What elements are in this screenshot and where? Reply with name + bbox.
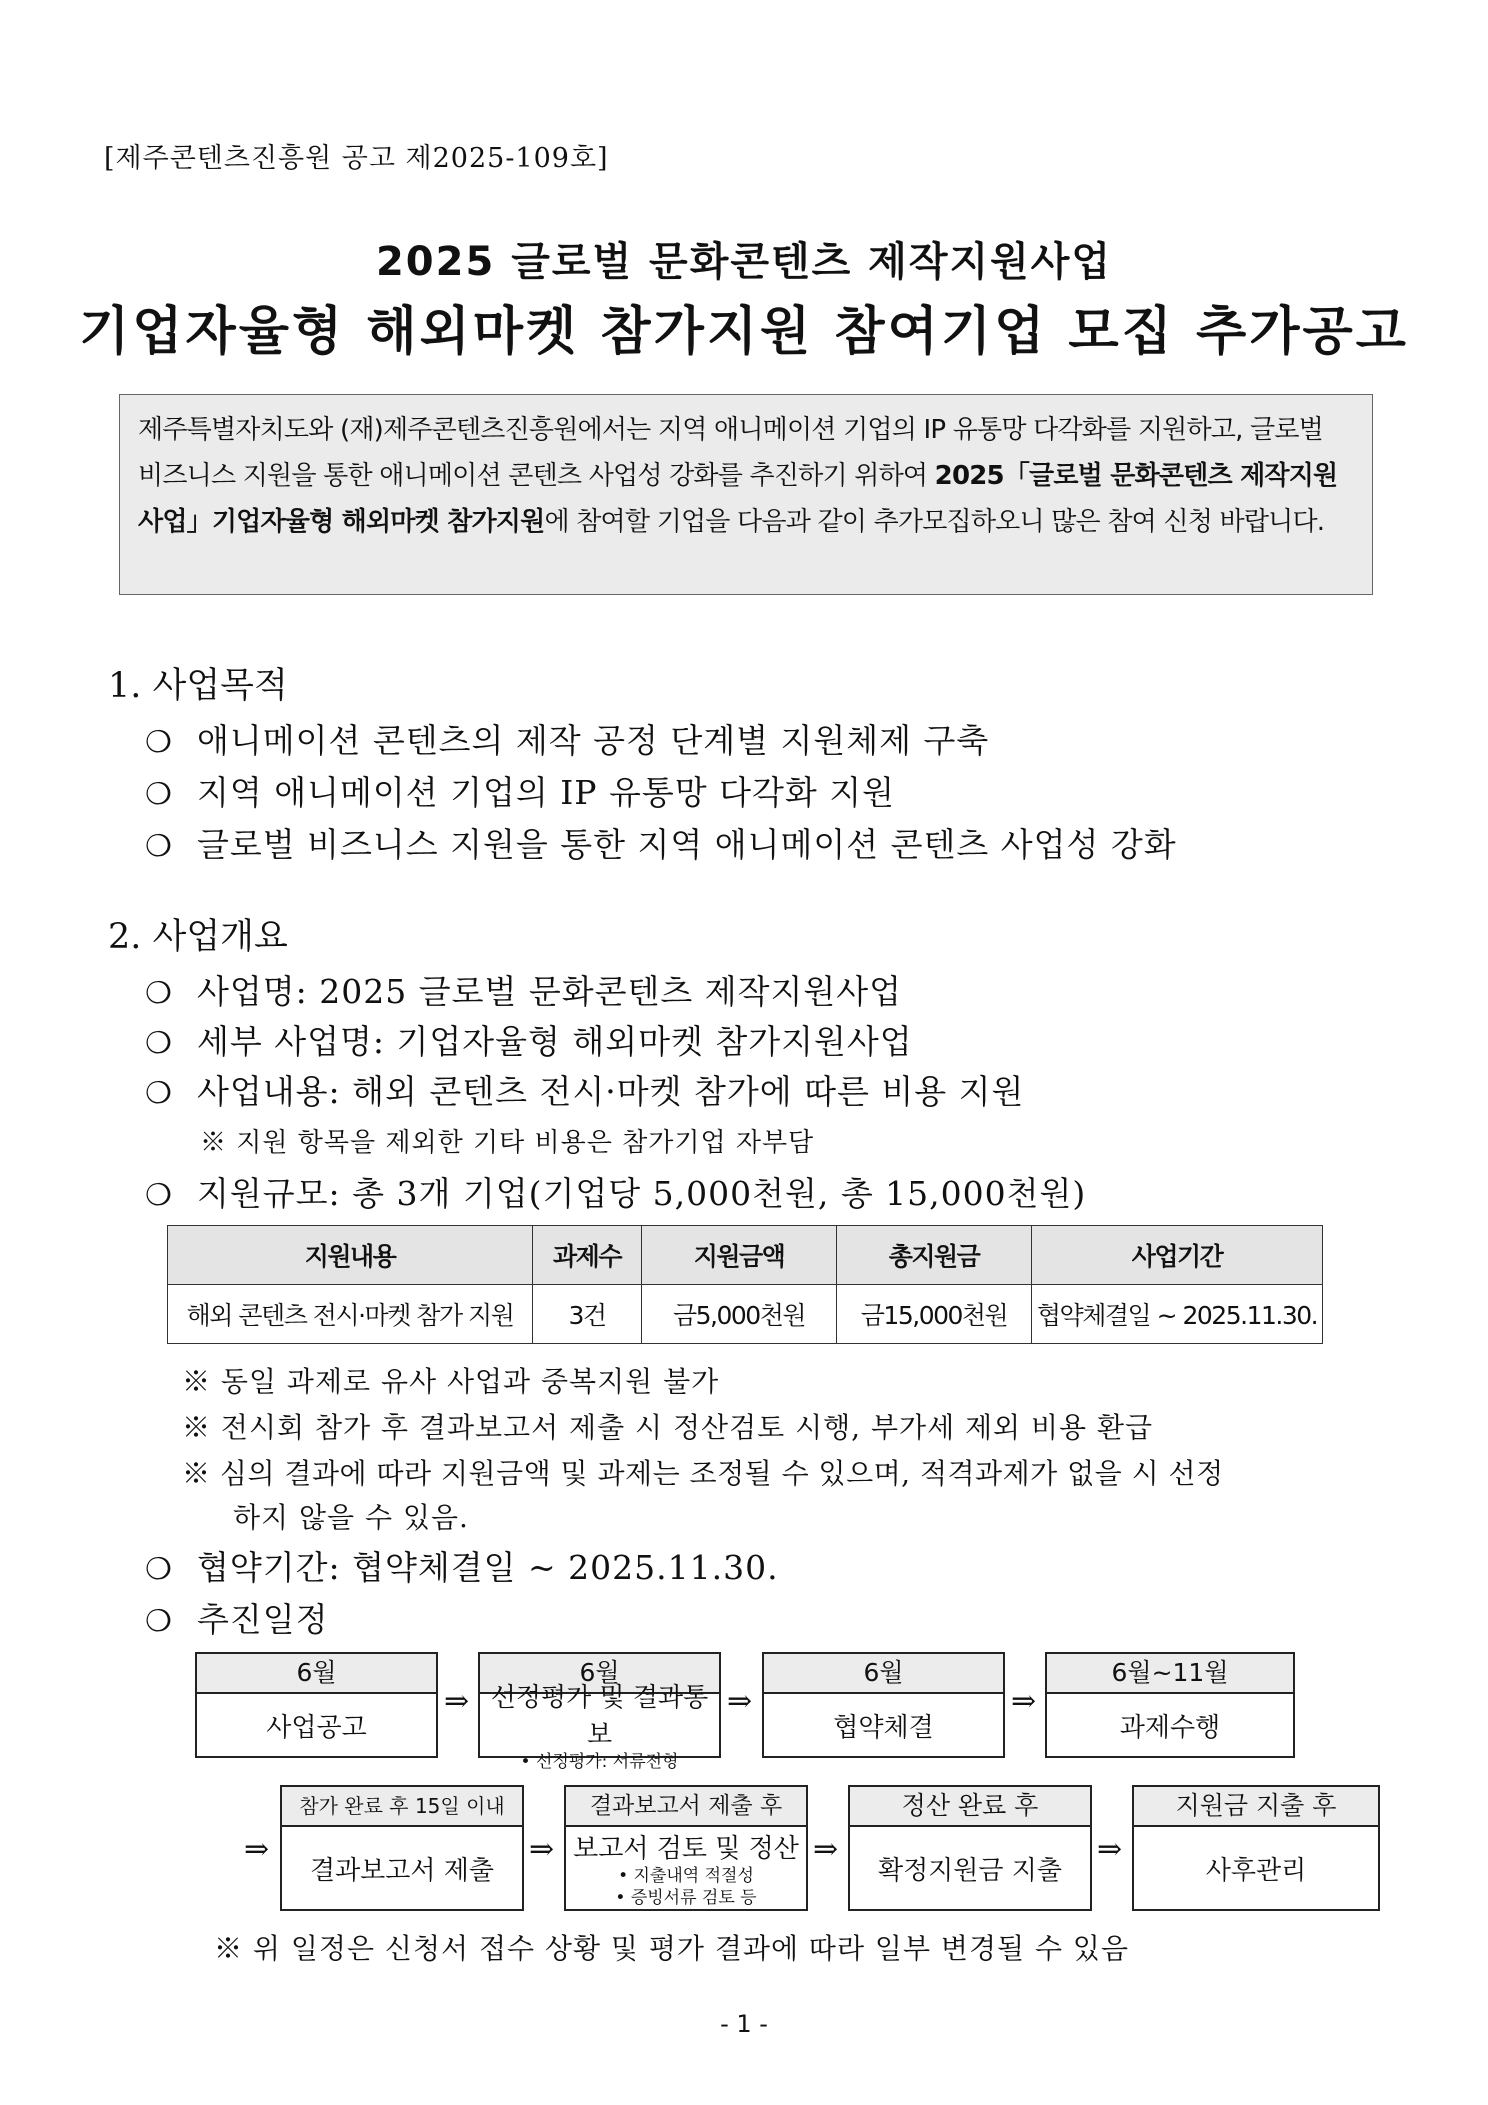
section2-heading: 2. 사업개요	[108, 917, 288, 957]
support-scale	[145, 1168, 1086, 1215]
step-body: 선정평가 및 결과통보	[490, 1683, 709, 1750]
schedule-heading	[145, 1594, 329, 1641]
section1-item-text: 글로벌 비즈니스 지원을 통한 지역 애니메이션 콘텐츠 사업성 강화	[197, 825, 1177, 864]
section1-item-text: 애니메이션 콘텐츠의 제작 공정 단계별 지원체제 구축	[197, 721, 990, 760]
step-body: 사후관리	[1205, 1855, 1307, 1886]
step-header: 지원금 지출 후	[1134, 1787, 1378, 1827]
bullet-circle-icon: ❍	[145, 1604, 173, 1639]
table-cell: 금15,000천원	[837, 1285, 1032, 1344]
step-body: 결과보고서 제출	[309, 1855, 495, 1886]
note: ※ 동일 과제로 유사 사업과 중복지원 불가	[182, 1365, 720, 1398]
table-header: 지원금액	[642, 1226, 837, 1285]
contract-period-text: 협약기간: 협약체결일 ~ 2025.11.30.	[197, 1548, 779, 1587]
bullet-circle-icon: ❍	[145, 1178, 173, 1213]
arrow-right-icon: ⇒	[444, 1684, 470, 1719]
bullet-circle-icon: ❍	[145, 1026, 173, 1061]
section2-item-text: 사업내용: 해외 콘텐츠 전시·마켓 참가에 따른 비용 지원	[197, 1072, 1025, 1111]
bullet-circle-icon: ❍	[145, 1552, 173, 1587]
intro-box	[119, 394, 1373, 595]
section1-item	[145, 715, 989, 762]
step-header: 정산 완료 후	[850, 1787, 1090, 1827]
bullet-circle-icon: ❍	[145, 1076, 173, 1111]
section1-heading: 1. 사업목적	[108, 666, 288, 706]
arrow-right-icon: ⇒	[244, 1832, 270, 1867]
section2-item	[145, 966, 902, 1013]
table-header: 총지원금	[837, 1226, 1032, 1285]
title-line-2: 기업자율형 해외마켓 참가지원 참여기업 모집 추가공고	[79, 302, 1409, 362]
budget-table	[167, 1225, 1323, 1344]
schedule-step	[1132, 1785, 1380, 1911]
bullet-circle-icon: ❍	[145, 829, 173, 864]
schedule-step	[762, 1652, 1005, 1758]
bullet-circle-icon: ❍	[145, 976, 173, 1011]
schedule-step	[195, 1652, 438, 1758]
section1-item-text: 지역 애니메이션 기업의 IP 유통망 다각화 지원	[197, 773, 895, 812]
step-header: 6월	[197, 1654, 436, 1694]
step-sub: • 선정평가: 서류전형	[520, 1752, 679, 1772]
note: 하지 않을 수 있음.	[233, 1501, 469, 1534]
schedule-step	[280, 1785, 524, 1911]
schedule-step	[564, 1785, 808, 1911]
page-number: - 1 -	[720, 2010, 768, 2038]
note: ※ 심의 결과에 따라 지원금액 및 과제는 조정될 수 있으며, 적격과제가 없을 시 선정	[182, 1457, 1224, 1490]
table-header: 사업기간	[1032, 1226, 1323, 1285]
table-cell: 3건	[533, 1285, 642, 1344]
support-scale-text: 지원규모: 총 3개 기업(기업당 5,000천원, 총 15,000천원)	[197, 1174, 1087, 1213]
title-line-1: 2025 글로벌 문화콘텐츠 제작지원사업	[375, 239, 1113, 285]
section2-item	[145, 1066, 1024, 1113]
schedule-footnote: ※ 위 일정은 신청서 접수 상황 및 평가 결과에 따라 일부 변경될 수 있음	[214, 1932, 1130, 1965]
arrow-right-icon: ⇒	[1097, 1832, 1123, 1867]
section1-item	[145, 819, 1177, 866]
contract-period	[145, 1542, 779, 1589]
step-header: 6월	[480, 1654, 719, 1694]
content-note: ※ 지원 항목을 제외한 기타 비용은 참가기업 자부담	[200, 1128, 815, 1158]
intro-text-bold: 2025「글로벌 문화콘텐츠 제작지원사업」기업자율형 해외마켓 참가지원	[138, 461, 1338, 537]
table-cell: 협약체결일 ~ 2025.11.30.	[1032, 1285, 1323, 1344]
step-header: 6월	[764, 1654, 1003, 1694]
step-header: 참가 완료 후 15일 이내	[282, 1787, 522, 1827]
section1-item	[145, 767, 895, 814]
table-header: 과제수	[533, 1226, 642, 1285]
schedule-step	[848, 1785, 1092, 1911]
schedule-step	[1045, 1652, 1295, 1758]
table-row	[168, 1285, 1323, 1344]
step-header: 결과보고서 제출 후	[566, 1787, 806, 1827]
table-header-row	[168, 1226, 1323, 1285]
step-body: 과제수행	[1119, 1712, 1221, 1743]
schedule-heading-text: 추진일정	[197, 1600, 329, 1639]
section2-item-text: 사업명: 2025 글로벌 문화콘텐츠 제작지원사업	[197, 972, 902, 1011]
section2-item	[145, 1016, 913, 1063]
step-body: 확정지원금 지출	[877, 1855, 1063, 1886]
table-cell: 금5,000천원	[642, 1285, 837, 1344]
table-cell: 해외 콘텐츠 전시·마켓 참가 지원	[168, 1285, 533, 1344]
bullet-circle-icon: ❍	[145, 777, 173, 812]
step-sub: • 지출내역 적절성	[618, 1865, 754, 1886]
step-body: 협약체결	[833, 1712, 934, 1743]
arrow-right-icon: ⇒	[529, 1832, 555, 1867]
schedule-step	[478, 1652, 721, 1772]
intro-text-2: 에 참여할 기업을 다음과 같이 추가모집하오니 많은 참여 신청 바랍니다.	[544, 507, 1325, 537]
arrow-right-icon: ⇒	[727, 1684, 753, 1719]
step-header: 6월~11월	[1047, 1654, 1293, 1694]
step-body: 보고서 검토 및 정산	[573, 1833, 799, 1864]
bullet-circle-icon: ❍	[145, 725, 173, 760]
step-sub: • 증빙서류 검토 등	[615, 1887, 757, 1908]
arrow-right-icon: ⇒	[813, 1832, 839, 1867]
arrow-right-icon: ⇒	[1011, 1684, 1037, 1719]
intro-text-1: 제주특별자치도와 (재)제주콘텐츠진흥원에서는 지역 애니메이션 기업의 IP 유통망 다각화를 지원하고, 글로벌 비즈니스 지원을 통한 애니메이션 콘텐츠 사업성 강화를 추진하기 위하여	[138, 415, 1323, 491]
table-header: 지원내용	[168, 1226, 533, 1285]
note: ※ 전시회 참가 후 결과보고서 제출 시 정산검토 시행, 부가세 제외 비용 환급	[182, 1411, 1154, 1444]
step-body: 사업공고	[266, 1712, 367, 1743]
section2-item-text: 세부 사업명: 기업자율형 해외마켓 참가지원사업	[197, 1022, 913, 1061]
notice-number: [제주콘텐츠진흥원 공고 제2025-109호]	[104, 143, 609, 174]
